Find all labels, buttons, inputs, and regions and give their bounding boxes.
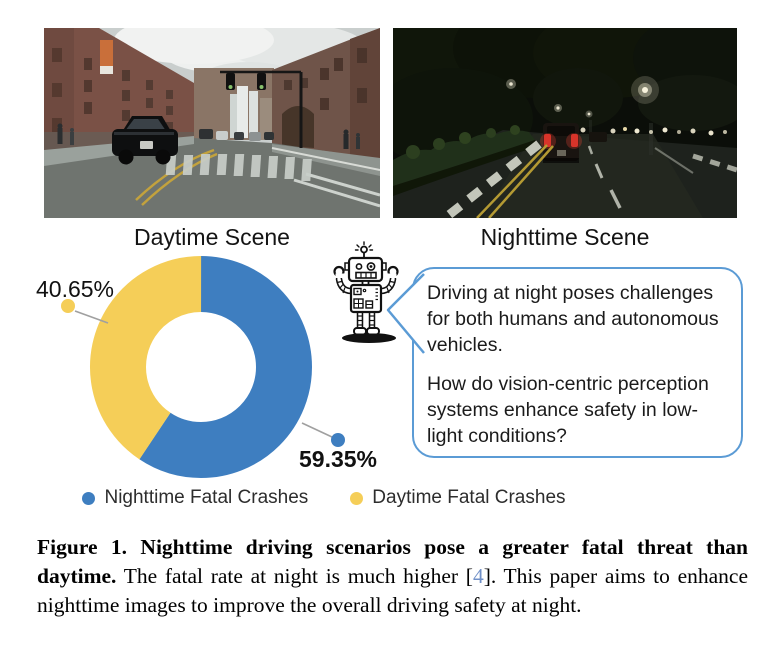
bubble-paragraph-1: Driving at night poses challenges for both humans and autonomous vehicles.	[427, 282, 719, 356]
nighttime-percentage-label: 59.35%	[299, 446, 378, 472]
daytime-scene-label: Daytime Scene	[134, 224, 290, 250]
nighttime-scene-photo	[393, 28, 737, 218]
daytime-legend-label: Daytime Fatal Crashes	[372, 487, 566, 508]
caption-bold-sentence: Figure 1. Nighttime driving scenarios pose a greater fatal threat than daytime.	[37, 535, 748, 588]
robot-body	[351, 285, 381, 312]
daytime-legend-dot-icon	[350, 492, 363, 505]
nighttime-scene-label: Nighttime Scene	[480, 224, 650, 250]
legend-item-nighttime	[82, 487, 308, 509]
figure-caption	[37, 533, 748, 620]
legend-item-daytime	[350, 487, 565, 509]
citation-4-link[interactable]: 4	[472, 564, 484, 588]
car-ahead	[540, 123, 582, 163]
robot-icon	[330, 238, 410, 348]
robot-head	[345, 258, 386, 285]
nighttime-legend-label: Nighttime Fatal Crashes	[104, 487, 309, 508]
nighttime-legend-dot-icon	[82, 492, 95, 505]
caption-text-1: The fatal rate at night is much higher [	[116, 564, 473, 588]
caption-text-2: ]. This paper aims to enhance nighttime images to improve the overall driving safety at night.	[37, 564, 748, 617]
robot-legs	[354, 312, 379, 335]
robot-antenna	[356, 242, 373, 258]
speech-bubble	[412, 267, 743, 458]
nighttime-leader-dot	[331, 433, 345, 447]
nighttime-leader-line	[302, 423, 332, 437]
daytime-scene-photo	[44, 28, 380, 218]
bubble-paragraph-2: How do vision-centric perception systems enhance safety in low-light conditions?	[427, 373, 709, 447]
chart-legend	[0, 487, 648, 509]
daytime-percentage-label: 40.65%	[35, 276, 114, 302]
